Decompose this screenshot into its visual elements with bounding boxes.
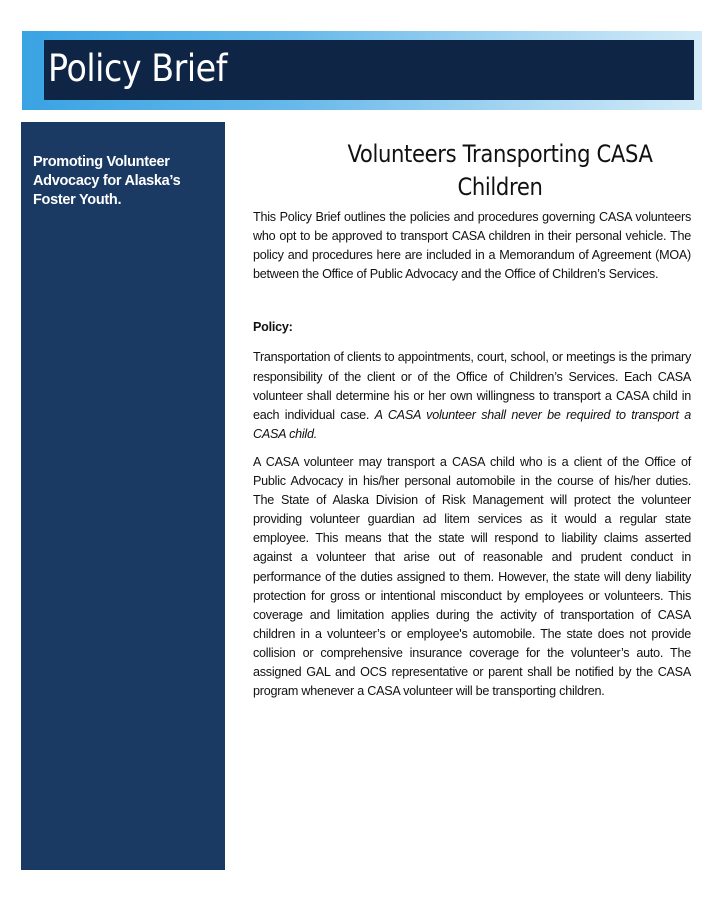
document-title: Volunteers Transporting CASA Children	[347, 140, 653, 201]
policy-heading: Policy:	[253, 320, 293, 335]
policy-paragraph-1	[253, 348, 691, 443]
policy-paragraph-2: A CASA volunteer may transport a CASA child who is a client of the Office of Public Advocacy in his/her personal automobile in the course of his/her duties. The State of Alaska Division of Risk Management will protect the volunteer providing volunteer guardian ad litem services as it would a regular state employee. This means that the state will respond to liability claims asserted against a volunteer that arise out of reasonable and prudent conduct in performance of the duties assigned to them. However, the state will deny liability protection for gross or intentional misconduct by employees or volunteers. This coverage and limitation applies during the activity of transportation of CASA children in a volunteer’s or employee's automobile. The state does not provide collision or comprehensive insurance coverage for the volunteer’s auto. The assigned GAL and OCS representative or parent shall be notified by the CASA program whenever a CASA volunteer will be transporting children.	[253, 454, 691, 699]
intro-paragraph: This Policy Brief outlines the policies and procedures governing CASA volunteers who opt to be approved to transport CASA children in their personal vehicle. The policy and procedures here are included in a Memorandum of Agreement (MOA) between the Office of Public Advocacy and the Office of Children’s Services.	[253, 210, 691, 282]
page-title: Policy Brief	[48, 47, 227, 90]
document-body	[253, 208, 691, 701]
sidebar-tagline: Promoting Volunteer Advocacy for Alaska’s Foster Youth.	[33, 154, 181, 208]
policy-emphasis: A CASA volunteer shall never be required to transport a CASA child.	[253, 407, 691, 441]
sidebar-panel	[21, 122, 225, 870]
policy-paragraph-1-text: Transportation of clients to appointments, court, school, or meetings is the primary responsibility of the client or of the Office of Children’s Services. Each CASA volunteer shall determine his or her own willingness to transport a CASA child in each individual case.	[253, 350, 691, 422]
